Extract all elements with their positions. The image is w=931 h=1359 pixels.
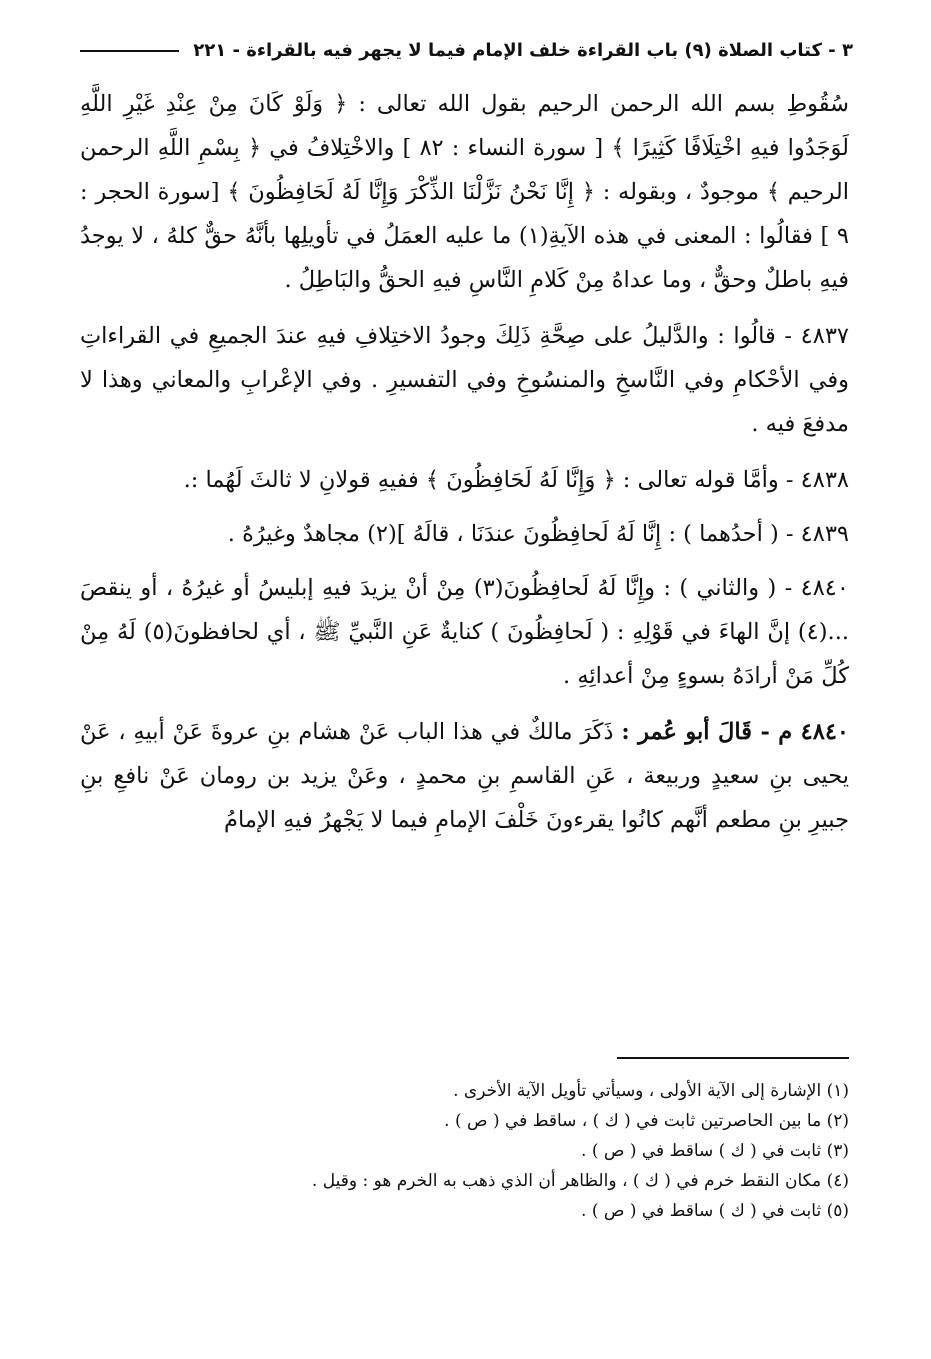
paragraph-text: سُقُوطِ بسم الله الرحمن الرحيم بقول الله تعالى : ﴿ وَلَوْ كَانَ مِنْ عِنْدِ غَيْرِ اللَّهِ لَوَجَدُوا فيهِ اخْتِلَافًا كَثِيرًا ﴾ [ سورة النساء : ٨٢ ] والاخْتِلافُ في ﴿ بِسْمِ اللَّهِ الرحمن الرحيم ﴾ موجودٌ ، وبقوله : ﴿ إِنَّا نَحْنُ نَزَّلْنَا الذِّكْرَ وَإِنَّا لَهُ لَحَافِظُونَ ﴾ [سورة الحجر : ٩ ] فقالُوا : المعنى في هذه الآيةِ(١) ما عليه العمَلُ في تأويلِها بأنَّهُ حقٌّ كلهُ ، لا يوجدُ فيهِ باطلٌ وحقٌّ ، وما عداهُ مِنْ كَلامِ النَّاسِ فيهِ الحقُّ والبَاطِلُ . <box>80 91 849 293</box>
paragraph-4837 <box>80 314 849 446</box>
paragraph-4840m <box>80 710 849 842</box>
running-header <box>80 40 853 61</box>
footnote-5: (٥) ثابت في ( ك ) ساقط في ( ص ) . <box>581 1201 849 1221</box>
paragraph-text: ذَكَرَ مالكٌ في هذا الباب عَنْ هشام بنِ عروةَ عَنْ أبيهِ ، عَنْ يحيى بنِ سعيدٍ وربيعة ، عَنِ القاسمِ بنِ محمدٍ ، وعَنْ يزيد بن رومان عَنْ نافعِ بنِ جبيرِ بنِ مطعم أنَّهم كانُوا يقرءونَ خَلْفَ الإمامِ فيما لا يَجْهرُ فيهِ الإمامُ <box>80 719 849 833</box>
footnotes <box>80 1076 849 1226</box>
paragraph-lead: ٤٨٤٠ م - قَالَ أبو عُمر : <box>621 719 849 745</box>
paragraph-text: ٤٨٣٩ - ( أحدُهما ) : إِنَّا لَهُ لَحافِظُونَ عندَنَا ، قالَهُ ](٢) مجاهدٌ وغيرُهُ . <box>227 521 849 547</box>
footnote-1: (١) الإشارة إلى الآية الأولى ، وسيأتي تأويل الآية الأخرى . <box>453 1081 849 1101</box>
paragraph-text: ٤٨٣٧ - قالُوا : والدَّليلُ على صِحَّةِ ذَلِكَ وجودُ الاختِلافِ فيهِ عندَ الجميعِ في القراءاتِ وفي الأحْكامِ وفي النَّاسخِ والمنسُوخِ وفي التفسيرِ . وفي الإعْرابِ والمعاني وهذا لا مدفعَ فيه . <box>80 323 849 437</box>
running-header-title: ٣ - كتاب الصلاة (٩) باب القراءة خلف الإمام فيما لا يجهر فيه بالقراءة - ٢٢١ <box>193 40 853 61</box>
header-rule <box>80 50 179 52</box>
paragraph-text: ٤٨٤٠ - ( والثاني ) : وإِنَّا لَهُ لَحافِظُونَ(٣) مِنْ أنْ يزيدَ فيهِ إبليسُ أو غيرُهُ ، أو ينقصَ ...(٤) إنَّ الهاءَ في قَوْلِهِ : ( لَحافِظُونَ ) كنايةٌ عَنِ النَّبيِّ ﷺ ، أي لحافظونَ(٥) لَهُ مِنْ كُلِّ مَنْ أرادَهُ بسوءٍ مِنْ أعدائِهِ . <box>80 575 849 689</box>
paragraph-4839 <box>80 512 849 556</box>
footnote-3: (٣) ثابت في ( ك ) ساقط في ( ص ) . <box>581 1141 849 1161</box>
paragraph-intro <box>80 82 849 302</box>
footnote-4: (٤) مكان النقط خرم في ( ك ) ، والظاهر أن الذي ذهب به الخرم هو : وقيل . <box>311 1171 849 1191</box>
paragraph-4838 <box>80 458 849 502</box>
paragraph-text: ٤٨٣٨ - وأمَّا قوله تعالى : ﴿ وَإِنَّا لَهُ لَحَافِظُونَ ﴾ ففيهِ قولانِ لا ثالثَ لَهُما :. <box>183 467 849 493</box>
footnote-2: (٢) ما بين الحاصرتين ثابت في ( ك ) ، ساقط في ( ص ) . <box>444 1111 849 1131</box>
paragraph-4840 <box>80 566 849 698</box>
footnote-separator <box>617 1057 849 1059</box>
main-text <box>80 82 849 854</box>
